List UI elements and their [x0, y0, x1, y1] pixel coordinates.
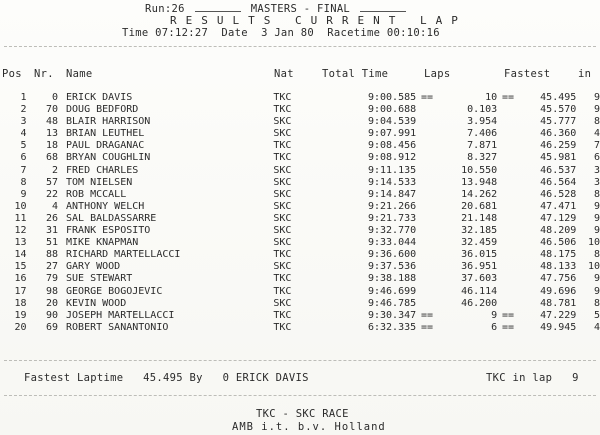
nr-cell: 2 [51, 164, 59, 176]
lap-marker-cell: == [420, 92, 434, 103]
table-row [0, 237, 600, 249]
nr-cell: 20 [45, 297, 59, 309]
pos-cell: 4 [20, 128, 27, 140]
laps-cell: 7.871 [467, 140, 498, 152]
name-cell: PAUL DRAGANAC [66, 140, 145, 152]
total-time-cell: 9:36.600 [367, 249, 417, 261]
name-cell: FRANK ESPOSITO [66, 225, 151, 237]
in-lap-cell: 9 [593, 225, 600, 237]
total-time-cell: 9:07.991 [367, 128, 417, 140]
total-time-cell: 9:46.785 [367, 297, 417, 309]
name-cell: ROBERT SANANTONIO [66, 321, 169, 333]
laps-cell: 10.550 [461, 164, 498, 176]
lap-marker-cell [416, 189, 438, 201]
lap-marker-cell: == [420, 309, 434, 321]
pos-cell: 3 [20, 116, 27, 128]
lap-marker-cell [497, 286, 519, 298]
table-row [0, 165, 600, 177]
fastest-cell: 45.495 [540, 92, 577, 103]
fastest-cell: 48.209 [540, 225, 577, 237]
in-lap-cell: 10 [587, 237, 600, 249]
nat-cell: SKC [273, 225, 292, 237]
nr-cell: 27 [45, 261, 59, 273]
nr-cell: 31 [45, 225, 59, 237]
lap-marker-cell [416, 116, 438, 128]
time-line [122, 27, 440, 39]
in-lap-cell: 4 [593, 321, 600, 333]
in-lap-cell: 9 [593, 92, 600, 103]
nr-cell: 51 [45, 237, 59, 249]
table-row [0, 128, 600, 140]
lap-marker-cell [497, 261, 519, 273]
divider-bottom [4, 360, 596, 361]
lap-marker-cell [497, 177, 519, 189]
total-time-cell: 9:08.456 [367, 140, 417, 152]
name-cell: BRIAN LEUTHEL [66, 128, 145, 140]
total-time-cell: 9:33.044 [367, 237, 417, 249]
total-time-cell: 9:00.688 [367, 104, 417, 116]
table-row [0, 213, 600, 225]
total-time-cell: 9:04.539 [367, 116, 417, 128]
name-cell: DOUG BEDFORD [66, 104, 139, 116]
fastest-cell: 49.696 [540, 285, 577, 297]
nr-cell: 18 [45, 140, 59, 152]
name-cell: SAL BALDASSARRE [66, 212, 157, 224]
nat-cell: TKC [273, 140, 292, 152]
laps-cell: 10 [485, 92, 498, 103]
total-time-cell: 9:00.585 [367, 92, 417, 103]
pos-cell: 10 [14, 200, 27, 212]
nat-cell: TKC [273, 273, 292, 285]
in-lap-cell: 9 [593, 200, 600, 212]
nat-cell: SKC [273, 188, 292, 200]
laps-cell: 32.459 [461, 237, 498, 249]
fastest-cell: 47.471 [540, 200, 577, 212]
lap-marker-cell: == [502, 92, 515, 103]
fastest-cell: 49.945 [540, 321, 577, 333]
pos-cell: 6 [20, 152, 27, 164]
fastest-cell: 46.537 [540, 164, 577, 176]
lap-marker-cell [497, 165, 519, 177]
race-name: TKC - SKC RACE [256, 408, 349, 420]
in-lap-cell: 5 [593, 309, 600, 321]
nat-cell: TKC [273, 249, 292, 261]
event-name: MASTERS - FINAL [250, 3, 351, 15]
table-row [0, 140, 600, 152]
in-lap-cell: 4 [593, 128, 600, 140]
lap-marker-cell [416, 152, 438, 164]
lap-marker-cell [416, 249, 438, 261]
nat-cell: TKC [273, 309, 292, 321]
total-time-cell: 9:11.135 [367, 164, 417, 176]
nat-cell: SKC [273, 164, 292, 176]
col-pos: Pos [2, 68, 22, 80]
in-lap-cell: 8 [593, 188, 600, 200]
lap-marker-cell [416, 273, 438, 285]
pos-cell: 5 [20, 140, 27, 152]
blank-rule-right [360, 2, 406, 12]
lap-marker-cell [497, 213, 519, 225]
nr-cell: 90 [45, 309, 59, 321]
name-cell: GEORGE BOGOJEVIC [66, 285, 163, 297]
total-time-cell: 9:37.536 [367, 261, 417, 273]
col-total-time: Total Time [322, 68, 389, 80]
in-lap-cell: 3 [593, 176, 600, 188]
total-time-cell: 9:32.770 [367, 225, 417, 237]
name-cell: BLAIR HARRISON [66, 116, 151, 128]
tkc-in-lap: TKC in lap 9 [486, 372, 579, 384]
nr-cell: 26 [45, 212, 59, 224]
divider-footer [4, 395, 596, 396]
laps-cell: 13.948 [461, 176, 498, 188]
nat-cell: SKC [273, 116, 292, 128]
fastest-cell: 46.506 [540, 237, 577, 249]
lap-marker-cell [497, 201, 519, 213]
divider-top [4, 46, 596, 47]
results-table [0, 92, 600, 334]
laps-cell: 8.327 [467, 152, 498, 164]
pos-cell: 1 [20, 92, 27, 103]
nat-cell: SKC [273, 200, 292, 212]
col-laps: Laps [424, 68, 451, 80]
table-row [0, 116, 600, 128]
laps-cell: 36.015 [461, 249, 498, 261]
fastest-cell: 47.129 [540, 212, 577, 224]
nat-cell: TKC [273, 92, 292, 103]
laps-cell: 14.262 [461, 188, 498, 200]
table-row [0, 310, 600, 322]
table-row [0, 104, 600, 116]
table-row [0, 322, 600, 334]
name-cell: ANTHONY WELCH [66, 200, 145, 212]
fastest-cell: 48.175 [540, 249, 577, 261]
name-cell: BRYAN COUGHLIN [66, 152, 151, 164]
total-time-cell: 9:21.266 [367, 200, 417, 212]
table-row [0, 298, 600, 310]
lap-marker-cell [497, 273, 519, 285]
laps-cell: 3.954 [467, 116, 498, 128]
nr-cell: 13 [45, 128, 59, 140]
table-row [0, 189, 600, 201]
nr-cell: 88 [45, 249, 59, 261]
blank-rule-left [195, 2, 241, 12]
pos-cell: 13 [14, 237, 27, 249]
name-cell: MIKE KNAPMAN [66, 237, 139, 249]
pos-cell: 15 [14, 261, 27, 273]
nr-cell: 79 [45, 273, 59, 285]
in-lap-cell: 3 [593, 164, 600, 176]
pos-cell: 12 [14, 225, 27, 237]
nat-cell: TKC [273, 285, 292, 297]
total-time-cell: 9:08.912 [367, 152, 417, 164]
in-lap-cell: 9 [593, 273, 600, 285]
nat-cell: SKC [273, 237, 292, 249]
laps-cell: 9 [491, 309, 498, 321]
fastest-cell: 46.259 [540, 140, 577, 152]
nr-cell: 22 [45, 188, 59, 200]
table-row [0, 177, 600, 189]
nr-cell: 98 [45, 285, 59, 297]
name-cell: ERICK DAVIS [66, 92, 133, 103]
nat-cell: SKC [273, 128, 292, 140]
lap-marker-cell [416, 165, 438, 177]
table-row [0, 201, 600, 213]
lap-marker-cell: == [420, 321, 434, 333]
fastest-cell: 46.564 [540, 176, 577, 188]
col-in: in [578, 68, 592, 80]
name-cell: FRED CHARLES [66, 164, 139, 176]
in-lap-cell: 8 [593, 297, 600, 309]
race-time: Racetime 00:10:16 [327, 27, 440, 39]
lap-marker-cell [497, 104, 519, 116]
lap-marker-cell [416, 237, 438, 249]
nat-cell: SKC [273, 261, 292, 273]
print-time: Time 07:12:27 [122, 27, 209, 39]
total-time-cell: 9:30.347 [367, 309, 417, 321]
table-row [0, 92, 600, 104]
fastest-cell: 47.229 [540, 309, 577, 321]
nat-cell: SKC [273, 212, 292, 224]
laps-cell: 0.103 [467, 104, 498, 116]
pos-cell: 7 [20, 164, 27, 176]
table-row [0, 261, 600, 273]
in-lap-cell: 6 [593, 152, 600, 164]
in-lap-cell: 9 [593, 104, 600, 116]
lap-marker-cell [416, 225, 438, 237]
report-title: RESULTS CURRENT LAP [170, 14, 467, 27]
laps-cell: 46.200 [461, 297, 498, 309]
total-time-cell: 9:14.847 [367, 188, 417, 200]
lap-marker-cell [416, 298, 438, 310]
pos-cell: 9 [20, 188, 27, 200]
nr-cell: 48 [45, 116, 59, 128]
col-fastest: Fastest [504, 68, 551, 80]
nr-cell: 4 [51, 200, 59, 212]
lap-marker-cell [497, 152, 519, 164]
name-cell: SUE STEWART [66, 273, 133, 285]
pos-cell: 16 [14, 273, 27, 285]
fastest-cell: 46.360 [540, 128, 577, 140]
col-nat: Nat [274, 68, 294, 80]
nat-cell: TKC [273, 321, 292, 333]
laps-cell: 37.603 [461, 273, 498, 285]
lap-marker-cell [497, 116, 519, 128]
lap-marker-cell [416, 104, 438, 116]
lap-marker-cell [416, 213, 438, 225]
print-date: Date 3 Jan 80 [221, 27, 315, 39]
lap-marker-cell [416, 201, 438, 213]
lap-marker-cell [416, 128, 438, 140]
laps-cell: 21.148 [461, 212, 498, 224]
total-time-cell: 9:46.699 [367, 285, 417, 297]
table-row [0, 249, 600, 261]
lap-marker-cell [416, 286, 438, 298]
pos-cell: 14 [14, 249, 27, 261]
fastest-laptime: Fastest Laptime 45.495 By 0 ERICK DAVIS [24, 372, 309, 384]
in-lap-cell: 9 [593, 285, 600, 297]
pos-cell: 19 [14, 309, 27, 321]
laps-cell: 6 [491, 321, 498, 333]
fastest-cell: 48.133 [540, 261, 577, 273]
pos-cell: 17 [14, 285, 27, 297]
lap-marker-cell [416, 140, 438, 152]
in-lap-cell: 8 [593, 116, 600, 128]
table-row [0, 152, 600, 164]
nat-cell: TKC [273, 104, 292, 116]
run-number: Run:26 [145, 3, 185, 15]
nat-cell: TKC [273, 152, 292, 164]
total-time-cell: 6:32.335 [367, 321, 417, 333]
lap-marker-cell [497, 128, 519, 140]
in-lap-cell: 8 [593, 249, 600, 261]
laps-cell: 36.951 [461, 261, 498, 273]
nat-cell: SKC [273, 176, 292, 188]
laps-cell: 46.114 [461, 285, 498, 297]
nr-cell: 68 [45, 152, 59, 164]
lap-marker-cell: == [502, 321, 515, 333]
fastest-cell: 45.777 [540, 116, 577, 128]
table-row [0, 225, 600, 237]
total-time-cell: 9:38.188 [367, 273, 417, 285]
pos-cell: 20 [14, 321, 27, 333]
company-name: AMB i.t. b.v. Holland [232, 421, 386, 433]
lap-marker-cell [497, 140, 519, 152]
lap-marker-cell [416, 261, 438, 273]
table-row [0, 286, 600, 298]
lap-marker-cell [497, 225, 519, 237]
name-cell: TOM NIELSEN [66, 176, 133, 188]
name-cell: JOSEPH MARTELLACCI [66, 309, 175, 321]
fastest-cell: 46.528 [540, 188, 577, 200]
total-time-cell: 9:14.533 [367, 176, 417, 188]
nr-cell: 69 [45, 321, 59, 333]
col-nr: Nr. [34, 68, 54, 80]
nr-cell: 57 [45, 176, 59, 188]
nr-cell: 70 [45, 104, 59, 116]
laps-cell: 32.185 [461, 225, 498, 237]
lap-marker-cell [497, 237, 519, 249]
name-cell: KEVIN WOOD [66, 297, 127, 309]
table-row [0, 273, 600, 285]
lap-marker-cell [497, 249, 519, 261]
lap-marker-cell [497, 298, 519, 310]
pos-cell: 18 [14, 297, 27, 309]
fastest-cell: 47.756 [540, 273, 577, 285]
in-lap-cell: 9 [593, 212, 600, 224]
name-cell: ROB MCCALL [66, 188, 127, 200]
fastest-cell: 48.781 [540, 297, 577, 309]
lap-marker-cell [497, 189, 519, 201]
lap-marker-cell [416, 177, 438, 189]
laps-cell: 7.406 [467, 128, 498, 140]
laps-cell: 20.681 [461, 200, 498, 212]
pos-cell: 2 [20, 104, 27, 116]
fastest-cell: 45.981 [540, 152, 577, 164]
nr-cell: 0 [51, 92, 59, 103]
pos-cell: 8 [20, 176, 27, 188]
in-lap-cell: 7 [593, 140, 600, 152]
fastest-cell: 45.570 [540, 104, 577, 116]
name-cell: GARY WOOD [66, 261, 121, 273]
pos-cell: 11 [14, 212, 27, 224]
nat-cell: SKC [273, 297, 292, 309]
lap-marker-cell: == [502, 309, 515, 321]
total-time-cell: 9:21.733 [367, 212, 417, 224]
name-cell: RICHARD MARTELLACCI [66, 249, 181, 261]
in-lap-cell: 10 [587, 261, 600, 273]
col-name: Name [66, 68, 93, 80]
